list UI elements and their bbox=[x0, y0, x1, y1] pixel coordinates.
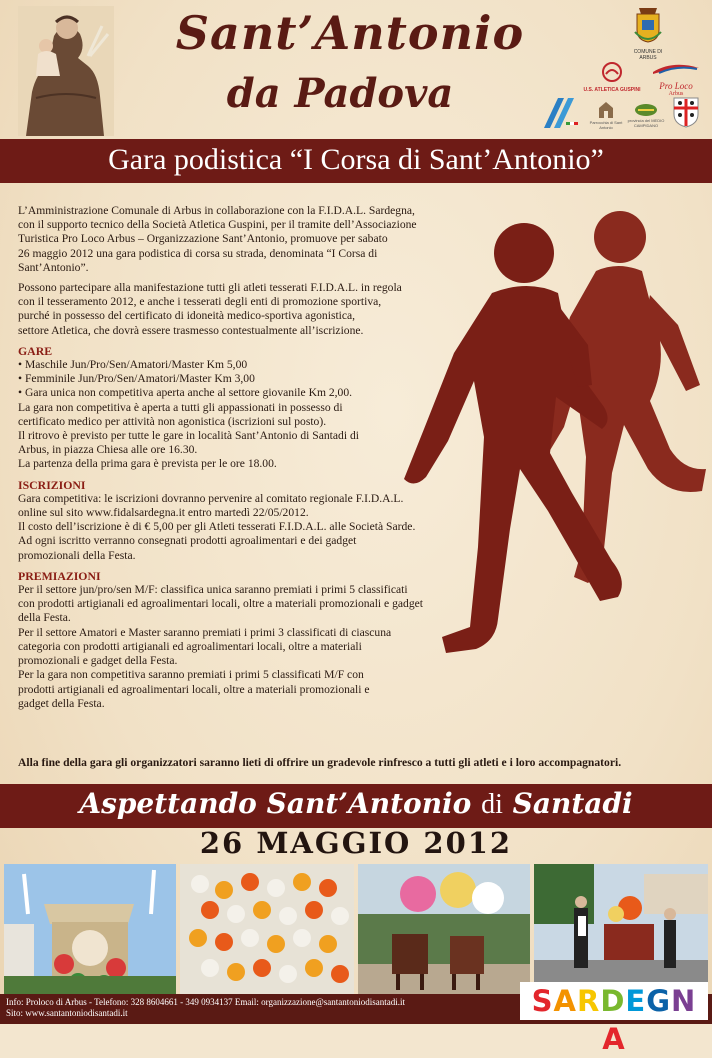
comune-logo bbox=[628, 4, 668, 61]
intro-line: Turistica Pro Loco Arbus – Organizzazione Sant’Antonio, promuove per sabato bbox=[18, 232, 388, 246]
intro-paragraph-2 bbox=[18, 281, 488, 338]
intro-line: purché in possesso del certificato di idoneità medico-sportiva agonistica, bbox=[18, 309, 356, 323]
proloco-sublabel: Arbus bbox=[668, 91, 684, 97]
premiazioni-line: gadget della Festa. bbox=[18, 696, 105, 710]
gare-item: • Maschile Jun/Pro/Sen/Amatori/Master Km 5,00 bbox=[18, 358, 488, 372]
sardegna-letter: A bbox=[553, 984, 577, 1018]
premiazioni-line: promozionali e gadget della Festa. bbox=[18, 654, 178, 668]
event-title-part2: di bbox=[481, 789, 503, 820]
sardegna-letter: S bbox=[531, 984, 554, 1018]
premiazioni-line: Per il settore Amatori e Master saranno premiati i primi 3 classificati di ciascuna bbox=[18, 625, 392, 639]
proloco-logo bbox=[648, 62, 704, 97]
provincia-icon bbox=[634, 102, 658, 118]
atletica-guspini-logo bbox=[582, 62, 642, 93]
sardegna-letter: E bbox=[625, 984, 647, 1018]
fidal-logo-icon bbox=[540, 96, 580, 130]
oxen-cart-photo bbox=[358, 864, 530, 994]
procession-float-photo bbox=[4, 864, 176, 994]
premiazioni-heading: PREMIAZIONI bbox=[18, 568, 101, 583]
intro-line: con il supporto tecnico della Società Atletica Guspini, per il tramite dell’Associazione bbox=[18, 218, 417, 232]
saint-statue-image bbox=[18, 6, 114, 136]
provincia-label: provincia del MEDIO CAMPIDANO bbox=[627, 118, 665, 128]
proloco-icon bbox=[651, 62, 701, 76]
sponsor-logos bbox=[540, 94, 710, 134]
intro-paragraph-1 bbox=[18, 204, 488, 275]
sardegna-letter: R bbox=[577, 984, 601, 1018]
intro-line: settore Atletica, che dovrà essere trasmesso contestualmente all’iscrizione. bbox=[18, 323, 364, 337]
event-title-part3: Santadi bbox=[512, 787, 633, 820]
intro-line: con il tesseramento 2012, e anche i tesserati degli enti di promozione sportiva, bbox=[18, 295, 382, 309]
premiazioni-line: categoria con prodotti artigianali ed agroalimentari locali, oltre a materiali bbox=[18, 639, 362, 653]
parrocchia-icon bbox=[596, 100, 616, 120]
body-text bbox=[18, 204, 488, 711]
premiazioni-line: con prodotti artigianali ed agroalimentari locali, oltre a materiali promozionali e gadget bbox=[18, 597, 423, 611]
gare-line: La gara non competitiva è aperta a tutti gli appassionati in possesso di bbox=[18, 400, 343, 414]
gare-line: certificato medico per attività non agonistica (iscrizioni sul posto). bbox=[18, 414, 327, 428]
atletica-label: U.S. ATLETICA GUSPINI bbox=[583, 87, 641, 93]
iscrizioni-line: Gara competitiva: le iscrizioni dovranno pervenire al comitato regionale F.I.D.A.L. bbox=[18, 491, 404, 505]
footer-info: Info: Proloco di Arbus - Telefono: 328 8604661 - 349 0934137 Email: organizzazione@santantoniodisantadi.it bbox=[6, 997, 406, 1007]
event-title-part1: Aspettando Sant’Antonio bbox=[79, 787, 472, 820]
iscrizioni-heading: ISCRIZIONI bbox=[18, 477, 86, 492]
parrocchia-label: Parrocchia di Sant Antonio bbox=[589, 120, 623, 130]
parade-photo bbox=[534, 864, 708, 994]
crest-icon bbox=[633, 4, 663, 44]
gare-heading: GARE bbox=[18, 343, 53, 358]
sardegna-letter: N bbox=[671, 984, 697, 1018]
sardegna-logo bbox=[520, 982, 708, 1056]
event-banner bbox=[0, 784, 712, 828]
premiazioni-line: della Festa. bbox=[18, 611, 71, 625]
comune-label: COMUNE DI ARBUS bbox=[633, 49, 663, 61]
gare-line: Arbus, in piazza Chiesa alle ore 16.30. bbox=[18, 443, 198, 457]
gare-line: Il ritrovo è previsto per tutte le gare in località Sant’Antonio di Santadi di bbox=[18, 429, 359, 443]
footer-website[interactable]: Sito: www.santantoniodisantadi.it bbox=[6, 1008, 128, 1018]
gare-item: • Femminile Jun/Pro/Sen/Amatori/Master Km 3,00 bbox=[18, 372, 488, 386]
subtitle: da Padova bbox=[226, 70, 454, 117]
header bbox=[0, 0, 712, 138]
iscrizioni-line: promozionali della Festa. bbox=[18, 548, 136, 562]
sardegna-letter: D bbox=[600, 984, 626, 1018]
event-date: 26 MAGGIO 2012 bbox=[199, 826, 513, 860]
photo-strip bbox=[0, 864, 712, 994]
sardinia-flag-icon bbox=[672, 96, 700, 128]
iscrizioni-line: Il costo dell’iscrizione è di € 5,00 per gli Atleti tesserati F.I.D.A.L. alle Società Sarde. bbox=[18, 520, 416, 534]
iscrizioni-line: Ad ogni iscritto verranno consegnati prodotti agroalimentari e dei gadget bbox=[18, 534, 357, 548]
race-title-banner bbox=[0, 139, 712, 183]
main-title: Sant’Antonio bbox=[175, 6, 525, 60]
footer-contacts bbox=[6, 997, 526, 1019]
proloco-label: Pro Loco bbox=[659, 81, 693, 91]
gare-line: La partenza della prima gara è prevista per le ore 18.00. bbox=[18, 457, 277, 471]
gare-item: • Gara unica non competitiva aperta anche al settore giovanile Km 2,00. bbox=[18, 386, 488, 400]
race-title: Gara podistica “I Corsa di Sant’Antonio” bbox=[108, 143, 604, 176]
intro-line: Possono partecipare alla manifestazione tutti gli atleti tesserati F.I.D.A.L. in regola bbox=[18, 281, 402, 295]
event-title bbox=[0, 787, 712, 821]
iscrizioni-line: online sul sito www.fidalsardegna.it entro martedì 22/05/2012. bbox=[18, 506, 309, 520]
premiazioni-line: Per la gara non competitiva saranno premiati i primi 5 classificati M/F con bbox=[18, 668, 364, 682]
intro-line: Sant’Antonio”. bbox=[18, 260, 89, 274]
sardegna-letter: G bbox=[646, 984, 672, 1018]
intro-line: 26 maggio 2012 una gara podistica di corsa su strada, denominata “I Corsa di bbox=[18, 246, 378, 260]
sardegna-letter: A bbox=[602, 1022, 626, 1056]
premiazioni-line: Per il settore jun/pro/sen M/F: classifica unica saranno premiati i primi 5 classificati bbox=[18, 583, 408, 597]
premiazioni-line: prodotti artigianali ed agroalimentari locali, oltre a materiali promozionali e bbox=[18, 682, 370, 696]
closing-note: Alla fine della gara gli organizzatori saranno lieti di offrire un gradevole rinfresco a tutti gli atleti e i loro accompagnatori. bbox=[18, 756, 622, 769]
atletica-icon bbox=[601, 62, 623, 82]
intro-line: L’Amministrazione Comunale di Arbus in collaborazione con la F.I.D.A.L. Sardegna, bbox=[18, 204, 415, 217]
flowers-photo bbox=[180, 864, 354, 994]
